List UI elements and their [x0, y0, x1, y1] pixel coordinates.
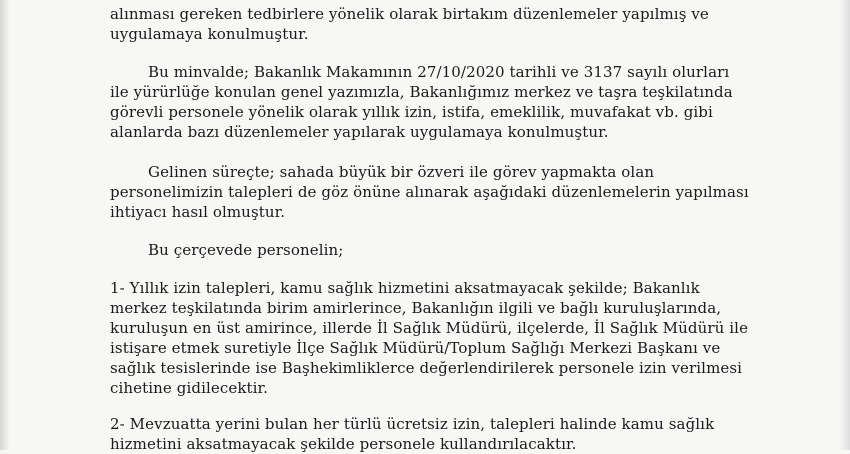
text-line: Bu çerçevede personelin; [148, 241, 344, 259]
text-line: alınması gereken tedbirlere yönelik olarak birtakım düzenlemeler yapılmış ve [110, 5, 709, 23]
text-line: personelimizin talepleri de göz önüne alınarak aşağıdaki düzenlemelerin yapılması [110, 183, 749, 201]
text-line: 1- Yıllık izin talepleri, kamu sağlık hizmetini aksatmayacak şekilde; Bakanlık [110, 279, 700, 297]
text-line: 2- Mevzuatta yerini bulan her türlü ücretsiz izin, talepleri halinde kamu sağlık [110, 415, 715, 433]
text-line: merkez teşkilatında birim amirlerince, Bakanlığın ilgili ve bağlı kuruluşlarında, [110, 299, 722, 317]
text-line: Gelinen süreçte; sahada büyük bir özveri ile görev yapmakta olan [148, 163, 655, 181]
text-line: istişare etmek suretiyle İlçe Sağlık Müdürü/Toplum Sağlığı Merkezi Başkanı ve [110, 339, 721, 357]
text-line: görevli personele yönelik olarak yıllık izin, istifa, emeklilik, muvafakat vb. gibi [110, 103, 713, 121]
text-line: kuruluşun en üst amirince, illerde İl Sağlık Müdürü, ilçelerde, İl Sağlık Müdürü ile [110, 319, 749, 337]
text-line: hizmetini aksatmayacak şekilde personele kullandırılacaktır. [110, 435, 577, 453]
text-line: ihtiyacı hasıl olmuştur. [110, 203, 286, 221]
text-line: Bu minvalde; Bakanlık Makamının 27/10/2020 tarihli ve 3137 sayılı olurları [148, 63, 730, 81]
text-line: sağlık tesislerinde ise Başhekimliklerce değerlendirilerek personele izin verilmesi [110, 359, 743, 377]
text-line: alanlarda bazı düzenlemeler yapılarak uygulamaya konulmuştur. [110, 123, 609, 141]
text-line: uygulamaya konulmuştur. [110, 25, 309, 43]
text-line: ile yürürlüğe konulan genel yazımızla, Bakanlığımız merkez ve taşra teşkilatında [110, 83, 733, 101]
text-line: cihetine gidilecektir. [110, 379, 269, 397]
